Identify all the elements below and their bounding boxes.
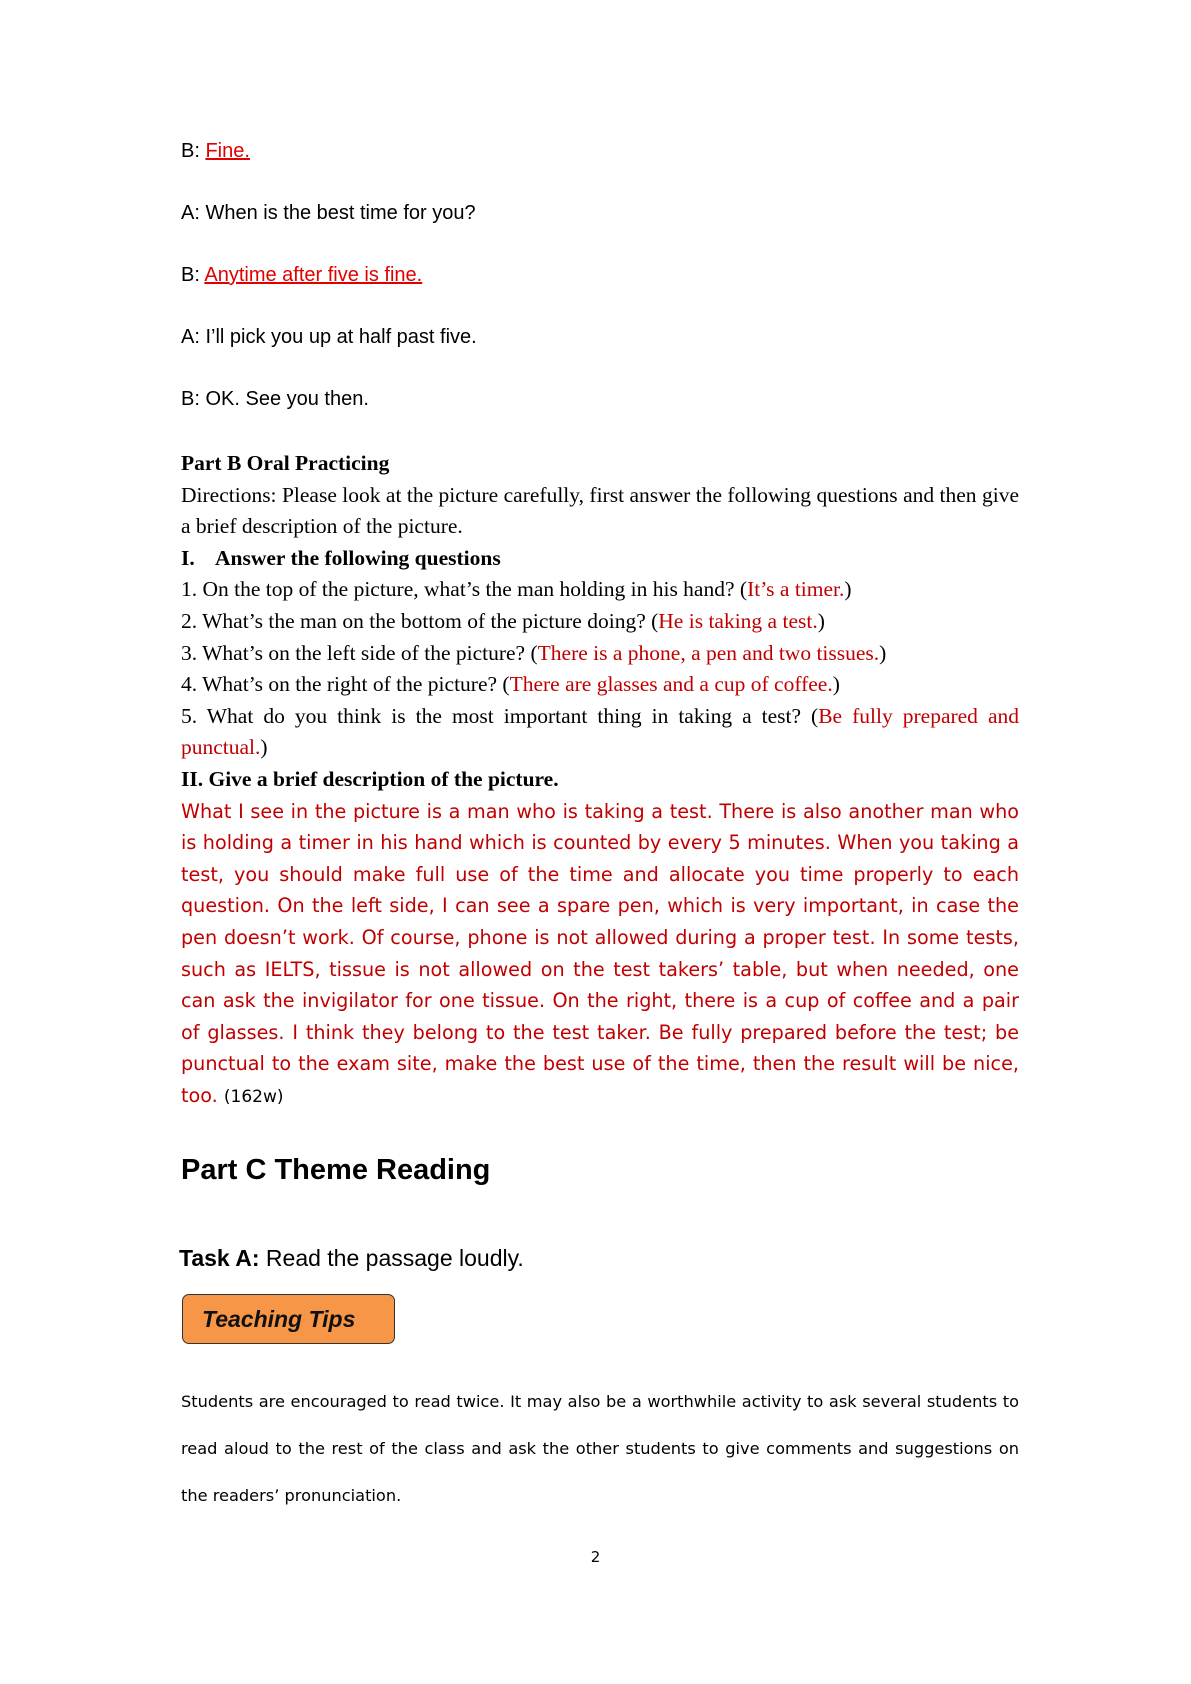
dialogue-text: OK. See you then. bbox=[205, 388, 369, 410]
teaching-tips-box bbox=[182, 1294, 395, 1344]
part-b-section bbox=[181, 448, 1019, 1113]
section-title: Answer the following questions bbox=[215, 545, 501, 570]
dialogue-speaker: A: bbox=[181, 202, 200, 224]
task-a-line bbox=[179, 1244, 524, 1272]
dialogue-speaker: B: bbox=[181, 388, 200, 410]
answer-text: Be fully prepared and punctual. bbox=[181, 703, 1019, 760]
dialogue-line bbox=[181, 325, 477, 349]
question-item: 5. What do you think is the most important thing in taking a test? (Be fully prepared and punctual.) bbox=[181, 703, 1019, 760]
dialogue-line bbox=[181, 387, 369, 411]
teaching-tips-text: Students are encouraged to read twice. It may also be a worthwhile activity to ask several students to read aloud to the rest of the class and ask the other students to give comments and suggestions on the readers’ pronunciation. bbox=[181, 1392, 1019, 1505]
part-c-title: Part C Theme Reading bbox=[181, 1154, 491, 1186]
question-item: 3. What’s on the left side of the picture? (There is a phone, a pen and two tissues.) bbox=[181, 640, 887, 665]
dialogue-line bbox=[181, 139, 250, 163]
dialogue-speaker: A: bbox=[181, 326, 200, 348]
part-b-title: Part B Oral Practicing bbox=[181, 451, 390, 475]
dialogue-line bbox=[181, 263, 422, 287]
dialogue-text: I’ll pick you up at half past five. bbox=[205, 326, 477, 348]
dialogue-answer: Fine. bbox=[205, 140, 250, 162]
part-b-directions: Directions: Please look at the picture carefully, first answer the following questions and then give a brief description of the picture. bbox=[181, 482, 1019, 539]
picture-description bbox=[181, 796, 1019, 1114]
description-text: What I see in the picture is a man who is taking a test. There is also another man who is holding a timer in his hand which is counted by every 5 minutes. When you taking a test, you should make full use of the time and allocate you time properly to each question. On the left side, I can see a spare pen, which is very important, in case the pen doesn’t work. Of course, phone is not allowed during a proper test. In some tests, such as IELTS, tissue is not allowed on the test takers’ table, but when needed, one can ask the invigilator for one tissue. On the right, there is a cup of coffee and a pair of glasses. I think they belong to the test taker. Be fully prepared before the test; be punctual to the exam site, make the best use of the time, then the result will be nice, too. bbox=[181, 799, 1019, 1107]
page-number: 2 bbox=[590, 1548, 601, 1566]
answer-text: He is taking a test. bbox=[658, 608, 818, 633]
answer-text: It’s a timer. bbox=[747, 577, 845, 602]
answer-text: There is a phone, a pen and two tissues. bbox=[537, 640, 880, 665]
dialogue-speaker: B: bbox=[181, 264, 200, 286]
section-heading-questions bbox=[181, 543, 1019, 575]
answer-text: There are glasses and a cup of coffee. bbox=[509, 672, 833, 697]
dialogue-text: When is the best time for you? bbox=[205, 202, 476, 224]
dialogue-line bbox=[181, 201, 476, 225]
section-heading-description: II. Give a brief description of the picture. bbox=[181, 766, 559, 791]
question-item: 4. What’s on the right of the picture? (There are glasses and a cup of coffee.) bbox=[181, 672, 840, 697]
question-item: 1. On the top of the picture, what’s the man holding in his hand? (It’s a timer.) bbox=[181, 577, 852, 602]
task-text: Read the passage loudly. bbox=[265, 1245, 524, 1271]
task-label: Task A: bbox=[179, 1245, 260, 1271]
roman-numeral: I. bbox=[181, 545, 195, 570]
question-item: 2. What’s the man on the bottom of the picture doing? (He is taking a test.) bbox=[181, 608, 825, 633]
dialogue-answer: Anytime after five is fine. bbox=[204, 264, 423, 286]
teaching-tips-label: Teaching Tips bbox=[202, 1305, 356, 1332]
word-count: (162w) bbox=[223, 1086, 284, 1107]
dialogue-speaker: B: bbox=[181, 140, 200, 162]
